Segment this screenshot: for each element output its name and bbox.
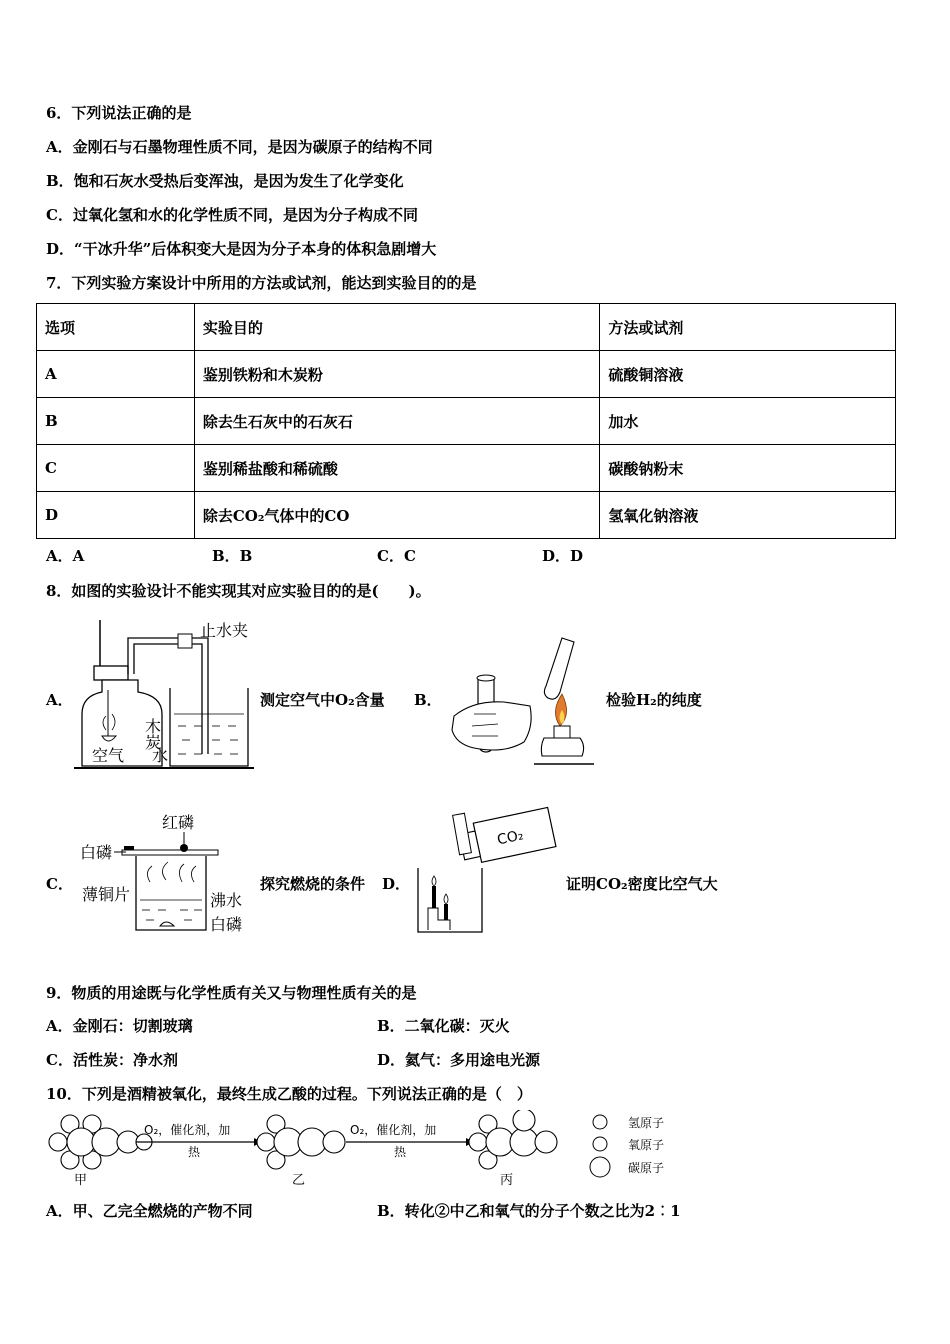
legend-hydrogen: 氢原子 [628, 1116, 665, 1130]
white-phosphorus-bottom-label: 白磷 [210, 915, 243, 934]
table-cell: 鉴别铁粉和木炭粉 [194, 351, 600, 398]
q7-answer-d: D．D [542, 547, 584, 565]
q8-d-caption: 证明CO₂密度比空气大 [566, 875, 718, 893]
air-label: 空气 [92, 746, 125, 765]
legend-oxygen: 氧原子 [628, 1138, 665, 1152]
molecule-label-yi: 乙 [292, 1173, 306, 1188]
q7-table [36, 303, 896, 539]
table-header-cell: 方法或试剂 [600, 304, 896, 351]
table-row [37, 492, 896, 539]
table-header-cell: 选项 [37, 304, 195, 351]
molecule-label-bing: 丙 [500, 1173, 514, 1188]
q8-a-caption: 测定空气中O₂含量 [260, 691, 385, 709]
q9-option-d: D．氦气：多用途电光源 [377, 1051, 541, 1069]
air-oxygen-apparatus-diagram [72, 618, 262, 773]
q10-stem: 10．下列是酒精被氧化，最终生成乙酸的过程。下列说法正确的是（ ） [46, 1085, 532, 1103]
table-cell: B [37, 398, 195, 445]
table-row [37, 351, 896, 398]
table-row [37, 398, 896, 445]
co2-density-diagram [410, 806, 560, 938]
water-label: 水 [152, 746, 169, 765]
legend-carbon: 碳原子 [628, 1161, 665, 1175]
table-cell: 硫酸铜溶液 [600, 351, 896, 398]
table-row [37, 445, 896, 492]
arrow2-conditions: O₂，催化剂，加 [350, 1123, 437, 1137]
q6-option-a: A．金刚石与石墨物理性质不同，是因为碳原子的结构不同 [46, 138, 433, 156]
q6-option-c: C．过氧化氢和水的化学性质不同，是因为分子构成不同 [46, 206, 418, 224]
table-header-row [37, 304, 896, 351]
q8-stem: 8．如图的实验设计不能实现其对应实验目的的是( )。 [46, 582, 431, 600]
q6-option-d: D．“干冰升华”后体积变大是因为分子本身的体积急剧增大 [46, 240, 437, 258]
co2-bottle-label: CO₂ [495, 827, 525, 849]
table-cell: 除去生石灰中的石灰石 [194, 398, 600, 445]
q8-b-caption: 检验H₂的纯度 [606, 691, 702, 709]
table-cell: 加水 [600, 398, 896, 445]
table-cell: 鉴别稀盐酸和稀硫酸 [194, 445, 600, 492]
q9-option-b: B．二氧化碳：灭火 [377, 1017, 510, 1035]
table-cell: 除去CO₂气体中的CO [194, 492, 600, 539]
q9-option-c: C．活性炭：净水剂 [46, 1051, 178, 1069]
table-cell: C [37, 445, 195, 492]
arrow1-heat: 热 [188, 1145, 201, 1159]
table-cell: D [37, 492, 195, 539]
molecule-label-jia: 甲 [74, 1173, 88, 1188]
charcoal-label: 木炭 [142, 718, 162, 750]
q9-stem: 9．物质的用途既与化学性质有关又与物理性质有关的是 [46, 984, 417, 1002]
q10-option-b: B．转化②中乙和氧气的分子个数之比为2︰1 [377, 1202, 681, 1220]
q7-answer-c: C．C [377, 547, 416, 565]
q7-stem: 7．下列实验方案设计中所用的方法或试剂，能达到实验目的的是 [46, 274, 477, 292]
q8-c-caption: 探究燃烧的条件 [260, 875, 366, 893]
table-header-cell: 实验目的 [194, 304, 600, 351]
clamp-label: 止水夹 [200, 621, 249, 640]
q10-option-a: A．甲、乙完全燃烧的产物不同 [46, 1202, 253, 1220]
copper-sheet-label: 薄铜片 [82, 885, 131, 904]
white-phosphorus-top-label: 白磷 [80, 843, 113, 862]
ethanol-oxidation-diagram [44, 1110, 684, 1190]
q9-option-a: A．金刚石：切割玻璃 [46, 1017, 193, 1035]
table-cell: 碳酸钠粉末 [600, 445, 896, 492]
q8-b-letter: B． [414, 691, 442, 709]
q8-d-letter: D． [382, 875, 411, 893]
arrow1-conditions: O₂，催化剂，加 [144, 1123, 231, 1137]
q8-c-letter: C． [46, 875, 73, 893]
combustion-conditions-diagram [76, 808, 256, 938]
q7-answer-b: B．B [212, 547, 253, 565]
q6-option-b: B．饱和石灰水受热后变浑浊，是因为发生了化学变化 [46, 172, 404, 190]
q8-a-letter: A． [46, 691, 73, 709]
table-cell: 氢氧化钠溶液 [600, 492, 896, 539]
boiling-water-label: 沸水 [210, 891, 243, 910]
table-cell: A [37, 351, 195, 398]
hydrogen-purity-test-diagram [444, 630, 604, 770]
arrow2-heat: 热 [394, 1145, 407, 1159]
red-phosphorus-label: 红磷 [162, 813, 195, 832]
q6-stem: 6．下列说法正确的是 [46, 104, 192, 122]
q7-answer-a: A．A [46, 547, 85, 565]
